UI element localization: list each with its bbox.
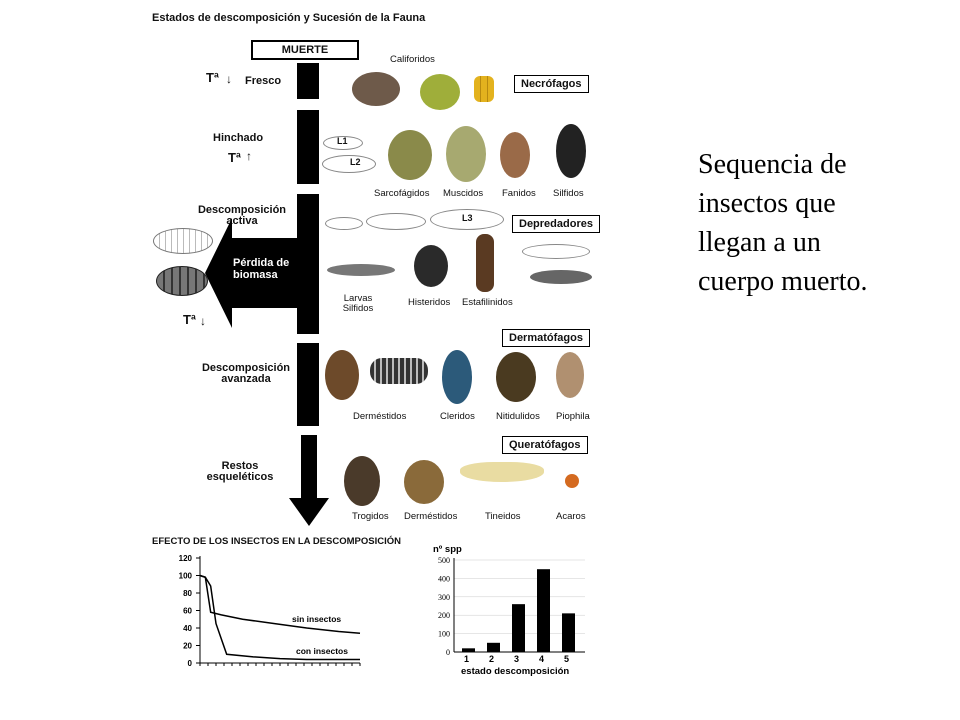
insect-label: Trogidos (352, 511, 389, 522)
insect-label: Muscidos (443, 188, 484, 199)
stage-restos-esqueleticos: Restos esqueléticos (206, 460, 274, 483)
stage-hinchado: Hinchado (213, 132, 264, 144)
y-tick-label: 0 (187, 659, 192, 668)
timeline-segment (301, 435, 317, 499)
y-tick-label: 120 (178, 554, 192, 563)
y-tick-label: 40 (183, 624, 192, 633)
y-tick-label: 300 (438, 592, 450, 602)
timeline-segment (297, 194, 319, 334)
arrow-down-icon: ↓ (226, 72, 232, 86)
insect-label: Derméstidos (353, 411, 407, 422)
larva-stage-label: L2 (350, 157, 361, 167)
temperature-label: Tª (228, 150, 241, 165)
stage-descomposicion-activa: Descomposición activa (197, 204, 287, 227)
insect-label: Larvas Silfidos (342, 293, 374, 314)
insect-label: Nitidulidos (496, 411, 540, 422)
larva-illustration (366, 213, 426, 230)
beetle-illustration (414, 245, 448, 287)
bar (512, 604, 525, 652)
bar (562, 613, 575, 652)
biomass-loss-label: Pérdida de biomasa (233, 257, 290, 281)
insect-label: Califoridos (390, 54, 435, 65)
fly-illustration (352, 72, 400, 106)
bar-chart (425, 542, 595, 678)
insect-label: Tineidos (485, 511, 521, 522)
larva-illustration (322, 155, 376, 173)
timeline-segment (297, 63, 319, 99)
x-tick-label: 1 (464, 654, 470, 664)
bar-chart-ylabel: nº spp (433, 544, 462, 555)
group-queratofagos: Queratófagos (502, 436, 588, 454)
insect-label: Sarcofágidos (374, 188, 430, 199)
fly-illustration (500, 132, 530, 178)
insect-label: Derméstidos (404, 511, 458, 522)
insect-label: Acaros (556, 511, 586, 522)
temperature-label: Tª (183, 312, 196, 327)
bar-chart-xlabel: estado descomposición (461, 666, 570, 677)
y-tick-label: 400 (438, 574, 450, 584)
x-tick-label: 4 (539, 654, 545, 664)
insect-label: Silfidos (553, 188, 584, 199)
y-tick-label: 100 (178, 571, 192, 581)
insect-label: Histeridos (408, 297, 451, 308)
effect-title: EFECTO DE LOS INSECTOS EN LA DESCOMPOSICIÓN (152, 536, 401, 547)
series-line-sin-insectos (200, 576, 360, 634)
stage-fresco: Fresco (245, 75, 282, 87)
bar (462, 648, 475, 652)
beetle-illustration (344, 456, 380, 506)
beetle-illustration (404, 460, 444, 504)
x-tick-label: 3 (514, 654, 520, 664)
larva-illustration (530, 270, 592, 284)
insect-label: Piophila (556, 411, 590, 422)
timeline-segment (297, 110, 319, 184)
arrow-down-icon: ↓ (200, 314, 206, 328)
larva-illustration (327, 264, 395, 276)
temperature-label: Tª (206, 70, 219, 85)
fly-illustration (556, 352, 584, 398)
larva-stage-label: L3 (462, 213, 473, 223)
beetle-illustration (476, 234, 494, 292)
caption-text: Sequencia de insectos que llegan a un cuerpo muerto. (698, 149, 868, 297)
y-tick-label: 100 (438, 629, 450, 639)
fly-illustration (446, 126, 486, 182)
group-dermatofagos: Dermatófagos (502, 329, 590, 347)
larva-illustration (153, 228, 213, 254)
beetle-illustration (496, 352, 536, 402)
group-depredadores: Depredadores (512, 215, 600, 233)
group-necrofagos: Necrófagos (514, 75, 589, 93)
series-label: con insectos (296, 646, 348, 656)
larva-stage-label: L1 (337, 136, 348, 146)
y-tick-label: 200 (438, 611, 450, 621)
insect-label: Fanidos (502, 188, 536, 199)
x-tick-label: 5 (564, 654, 570, 664)
bar (487, 643, 500, 652)
eggs-illustration (474, 76, 494, 102)
beetle-illustration (442, 350, 472, 404)
bar (537, 569, 550, 652)
diagram-title: Estados de descomposición y Sucesión de la Fauna (152, 12, 426, 24)
stage-descomposicion-avanzada: Descomposición avanzada (201, 362, 291, 385)
timeline-segment (297, 343, 319, 426)
y-tick-label: 60 (183, 606, 192, 616)
y-tick-label: 80 (183, 589, 192, 598)
pupa-illustration (156, 266, 208, 296)
fly-illustration (388, 130, 432, 180)
line-chart (150, 548, 370, 678)
arrow-up-icon: ↑ (246, 149, 252, 163)
beetle-illustration (556, 124, 586, 178)
y-tick-label: 0 (446, 648, 450, 657)
insect-label: Estafilinidos (462, 297, 513, 308)
moth-illustration (460, 462, 544, 482)
series-label: sin insectos (292, 614, 342, 624)
mite-illustration (565, 474, 579, 488)
x-tick-label: 2 (489, 654, 495, 664)
larva-illustration (370, 358, 428, 384)
fly-illustration (420, 74, 460, 110)
beetle-illustration (325, 350, 359, 400)
death-label: MUERTE (251, 40, 359, 60)
larva-illustration (522, 244, 590, 259)
larva-illustration (325, 217, 363, 230)
y-tick-label: 500 (438, 556, 450, 565)
insect-label: Cleridos (440, 411, 475, 422)
timeline-arrowhead (289, 498, 329, 526)
y-tick-label: 20 (183, 641, 192, 651)
